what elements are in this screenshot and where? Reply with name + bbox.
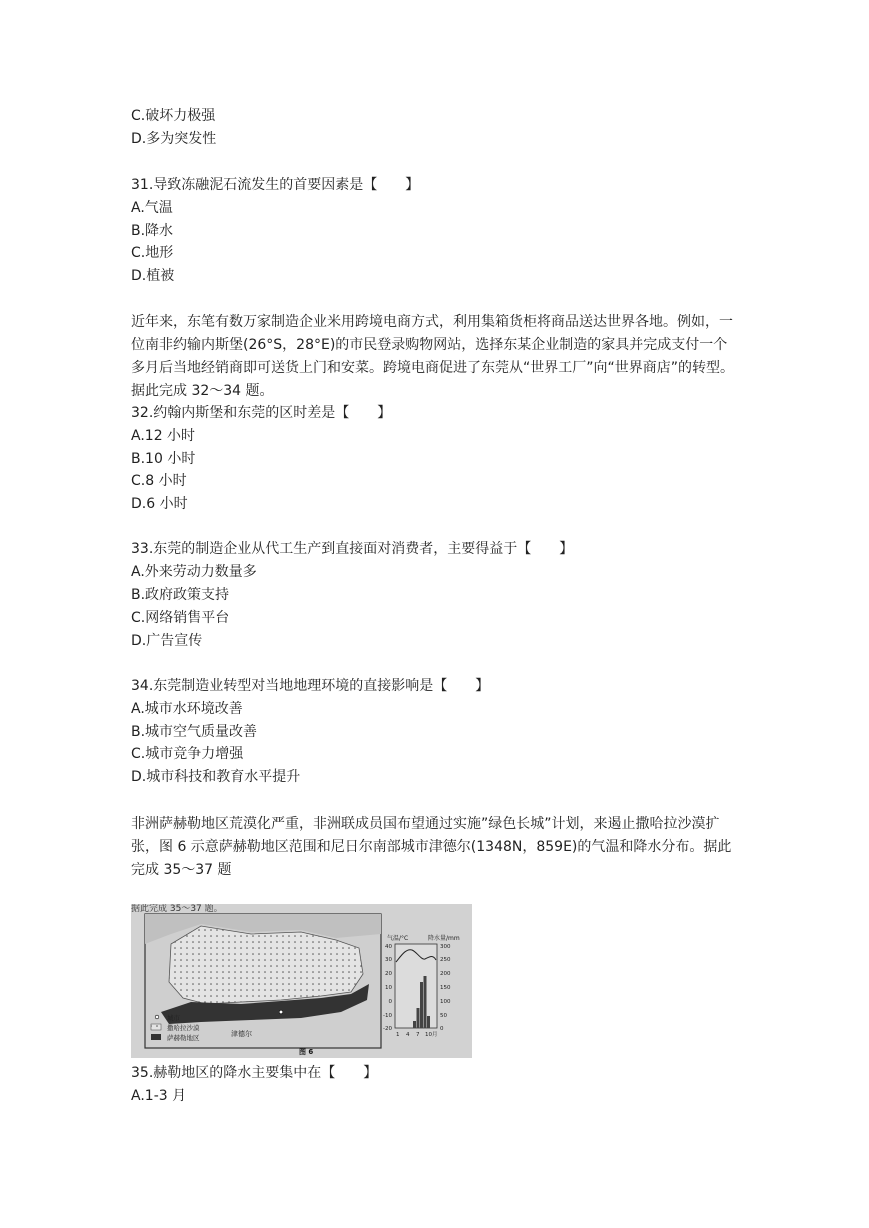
question-35-stem: 35.赫勒地区的降水主要集中在【 】 xyxy=(131,1065,378,1081)
figure-top-text: 据此完成 35～37 题。 xyxy=(131,904,223,914)
question-34-stem: 34.东莞制造业转型对当地地理环境的直接影响是【 】 xyxy=(131,678,490,694)
question-34-option-a: A.城市水环境改善 xyxy=(131,701,243,717)
precip-bar xyxy=(417,1008,420,1028)
passage-35-37: 非洲萨赫勒地区荒漠化严重，非洲联成员国布望通过实施”绿色长城”计划，来遏止撒哈拉沙漠扩张，图 6 示意萨赫勒地区范围和尼日尔南部城市津德尔(1348N，859E)的气温和降水分布。据此完成 35～37 题 xyxy=(131,816,732,878)
zinder-city-marker xyxy=(279,1010,283,1014)
month-tick: 7 xyxy=(416,1032,420,1038)
question-33-stem: 33.东莞的制造企业从代工生产到直接面对消费者，主要得益于【 】 xyxy=(131,541,574,557)
precip-tick: 150 xyxy=(440,985,451,991)
question-31-option-c: C.地形 xyxy=(131,245,174,261)
question-31-option-b: B.降水 xyxy=(131,223,174,239)
question-31-option-a: A.气温 xyxy=(131,200,173,216)
legend-city: 城市 xyxy=(167,1014,180,1022)
temp-tick: 20 xyxy=(385,971,392,977)
temp-tick: 0 xyxy=(388,999,392,1005)
precip-bar xyxy=(420,982,423,1028)
month-tick: 1 xyxy=(396,1032,400,1038)
temp-tick: 30 xyxy=(385,957,392,963)
precip-tick: 200 xyxy=(440,971,451,977)
precip-tick: 50 xyxy=(440,1013,447,1019)
temp-tick: -20 xyxy=(383,1026,392,1032)
question-33-option-a: A.外来劳动力数量多 xyxy=(131,564,257,580)
option-c-prev: C.破坏力极强 xyxy=(131,108,216,124)
question-32-option-a: A.12 小时 xyxy=(131,428,196,444)
question-34-option-b: B.城市空气质量改善 xyxy=(131,724,258,740)
question-35-option-a: A.1-3 月 xyxy=(131,1088,187,1104)
passage-32-34: 近年来，东笔有数万家制造企业米用跨境电商方式，利用集箱货柜将商品送达世界各地。例如，一位南非约输内斯堡(26°S，28°E)的市民登录购物网站，选择东某企业制造的家具并完成支付一个多月后当地经销商即可送货上门和安菜。跨境电商促进了东莞从“世界工厂”向“世界商店”的转型。据此完成 32～34 题。 xyxy=(131,314,735,399)
figure-label: 图 6 xyxy=(299,1048,314,1056)
precip-tick: 100 xyxy=(440,999,451,1005)
legend-sahel-swatch xyxy=(151,1034,161,1040)
precip-bar xyxy=(424,976,427,1028)
month-tick: 10月 xyxy=(425,1032,438,1038)
month-tick: 4 xyxy=(406,1032,410,1038)
precip-tick: 300 xyxy=(440,944,451,950)
question-34-option-d: D.城市科技和教育水平提升 xyxy=(131,769,301,785)
question-33-option-b: B.政府政策支持 xyxy=(131,587,230,603)
temp-tick: 10 xyxy=(385,985,392,991)
question-32-option-b: B.10 小时 xyxy=(131,451,196,467)
question-32-option-c: C.8 小时 xyxy=(131,473,187,489)
precip-tick: 0 xyxy=(440,1026,444,1032)
zinder-label: 津德尔 xyxy=(231,1030,252,1038)
legend-desert: 撒哈拉沙漠 xyxy=(167,1024,200,1032)
question-31-stem: 31.导致冻融泥石流发生的首要因素是【 】 xyxy=(131,177,420,193)
legend-desert-swatch xyxy=(151,1024,161,1030)
question-34-option-c: C.城市竞争力增强 xyxy=(131,746,244,762)
figure-6-photo xyxy=(131,904,472,1058)
question-32-option-d: D.6 小时 xyxy=(131,496,188,512)
question-33-option-c: C.网络销售平台 xyxy=(131,610,230,626)
precip-axis-title: 降水量/mm xyxy=(428,935,460,942)
question-33-option-d: D.广告宣传 xyxy=(131,633,203,649)
precip-bar xyxy=(427,1016,430,1028)
legend-city-symbol xyxy=(155,1015,159,1019)
temp-tick: -10 xyxy=(383,1013,392,1019)
temp-axis-title: 气温/°C xyxy=(387,935,409,942)
precip-tick: 250 xyxy=(440,957,451,963)
legend-sahel: 萨赫勒地区 xyxy=(167,1034,200,1042)
question-32-stem: 32.约翰内斯堡和东莞的区时差是【 】 xyxy=(131,405,392,421)
question-31-option-d: D.植被 xyxy=(131,268,175,284)
precip-bar xyxy=(413,1021,416,1028)
temp-tick: 40 xyxy=(385,944,392,950)
option-d-prev: D.多为突发性 xyxy=(131,131,217,147)
